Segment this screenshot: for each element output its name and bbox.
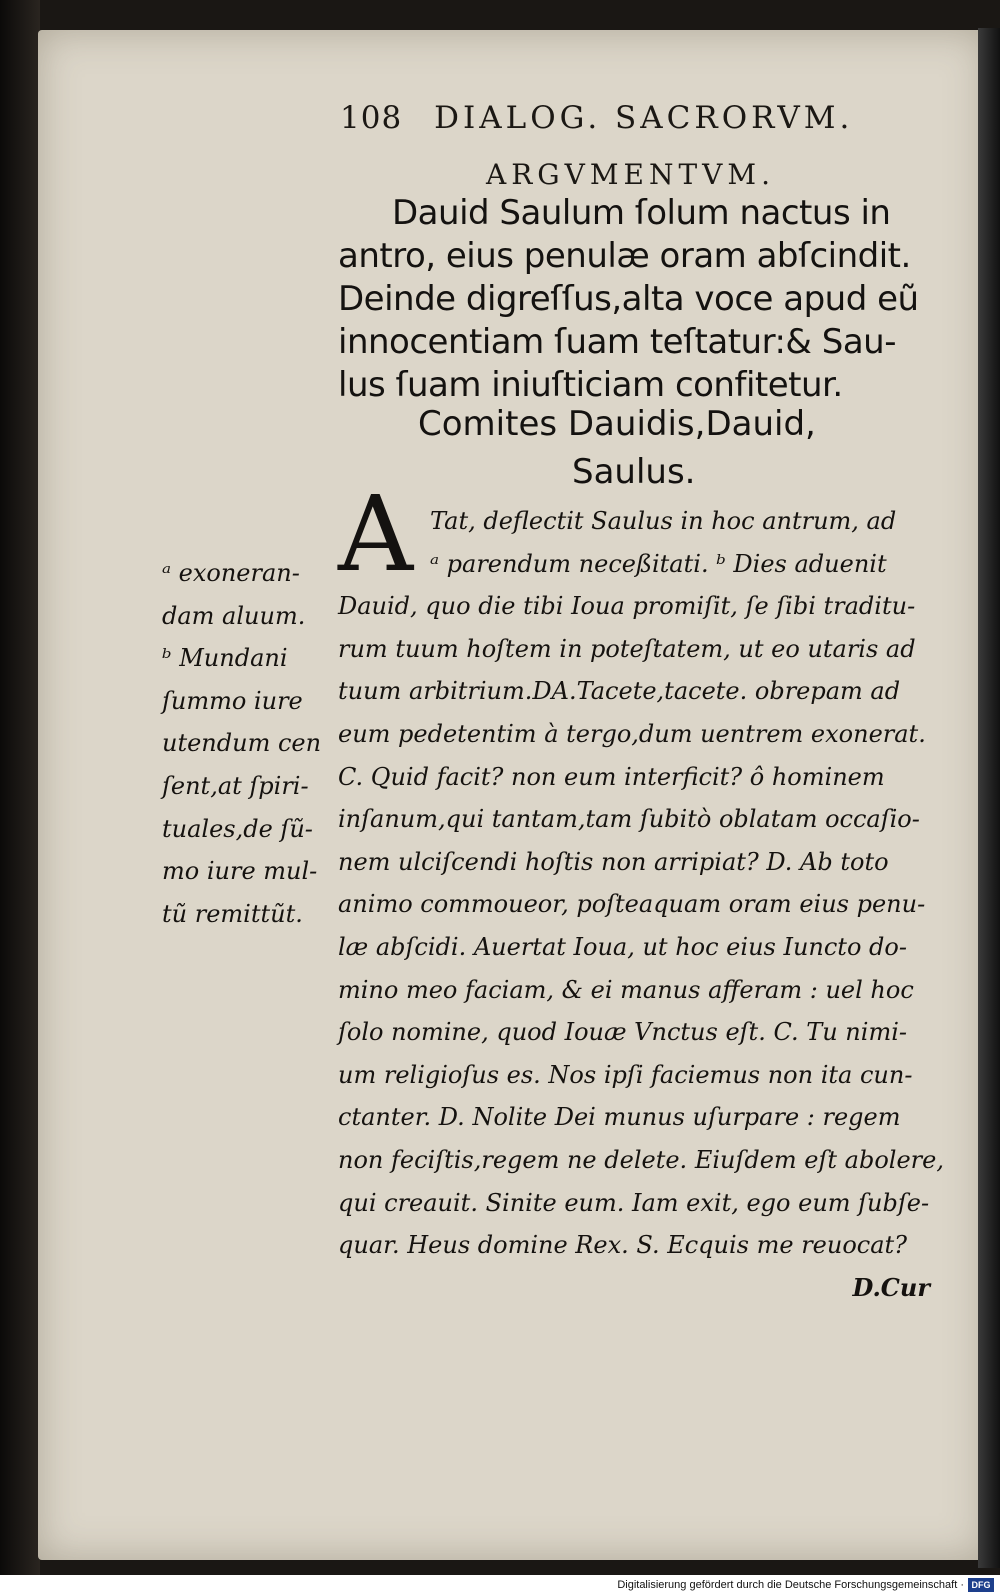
persons-line: Comites Dauidis,Dauid, xyxy=(418,404,816,444)
text-line: ctanter. D. Nolite Dei munus uſurpare : regem xyxy=(338,1103,901,1132)
text-line: um religioſus es. Nos ipſi faciemus non ita cun- xyxy=(338,1060,913,1089)
catchword: D.Cur xyxy=(852,1272,930,1302)
dialogue-text xyxy=(338,500,944,1309)
summary-line: innocentiam ſuam teſtatur:& Sau- xyxy=(338,322,896,362)
margin-line: ſummo iure xyxy=(162,686,303,715)
text-line: non feciſtis,regem ne delete. Eiuſdem eſt abolere, xyxy=(338,1145,944,1174)
book-binding-left xyxy=(0,0,40,1575)
text-line: mino meo faciam, & ei manus afferam : uel hoc xyxy=(338,975,914,1004)
dfg-logo: DFG xyxy=(968,1578,994,1592)
margin-line: ſent,at ſpiri- xyxy=(162,771,309,800)
funding-credit: Digitalisierung gefördert durch die Deutsche Forschungsgemeinschaft · xyxy=(617,1579,964,1591)
marginal-notes xyxy=(162,552,332,935)
text-line: eum pedetentim à tergo,dum uentrem exonerat. xyxy=(338,719,926,748)
summary-line: lus ſuam iniuſticiam confitetur. xyxy=(338,365,843,405)
text-line: animo commoueor, poſteaquam oram eius penu- xyxy=(338,890,926,919)
margin-line: ᵃ exoneran- xyxy=(162,559,300,587)
text-line: tuum arbitrium.DA.Tacete,tacete. obrepam ad xyxy=(338,677,901,706)
text-line: nem ulciſcendi hoſtis non arripiat? D. Ab toto xyxy=(338,847,889,876)
summary-line: antro, eius penulæ oram abſcindit. xyxy=(338,236,911,276)
text-line: ſolo nomine, quod Iouæ Vnctus eſt. C. Tu nimi- xyxy=(338,1018,907,1047)
text-line: ᵃ parendum neceßitati. ᵇ Dies aduenit xyxy=(430,549,887,578)
text-line: Dauid, quo die tibi Ioua promiſit, ſe ſibi traditu- xyxy=(338,592,916,621)
book-edge-right xyxy=(978,28,1000,1568)
drop-cap: A xyxy=(338,473,414,595)
persons-line: Saulus. xyxy=(572,452,696,492)
text-line: quar. Heus domine Rex. S. Ecquis me reuocat? xyxy=(338,1231,908,1260)
text-line: inſanum,qui tantam,tam ſubitò oblatam occaſio- xyxy=(338,805,920,834)
margin-line: utendum cen xyxy=(162,729,322,758)
margin-line: mo iure mul- xyxy=(162,857,318,886)
margin-line: tũ remittũt. xyxy=(162,899,303,928)
text-line: C. Quid facit? non eum interficit? ô hominem xyxy=(338,762,885,791)
argument-summary xyxy=(338,192,936,407)
page-number: 108 xyxy=(340,100,403,136)
text-line: qui creauit. Sinite eum. Iam exit, ego eum ſubſe- xyxy=(338,1188,930,1217)
margin-line: ᵇ Mundani xyxy=(162,644,288,673)
running-header xyxy=(340,100,940,136)
summary-line: Dauid Saulum ſolum nactus in xyxy=(392,193,891,233)
margin-line: tuales,de ſũ- xyxy=(162,814,313,843)
text-line: rum tuum hoſtem in poteſtatem, ut eo utaris ad xyxy=(338,634,916,663)
argument-title: ARGVMENTVM. xyxy=(486,158,775,191)
margin-line: dam aluum. xyxy=(162,601,306,630)
text-line: læ abſcidi. Auertat Ioua, ut hoc eius Iuncto do- xyxy=(338,932,907,961)
summary-line: Deinde digreſſus,alta voce apud eũ xyxy=(338,279,919,319)
running-title: DIALOG. SACRORVM. xyxy=(434,100,854,136)
text-line: Tat, deflectit Saulus in hoc antrum, ad xyxy=(430,507,897,535)
